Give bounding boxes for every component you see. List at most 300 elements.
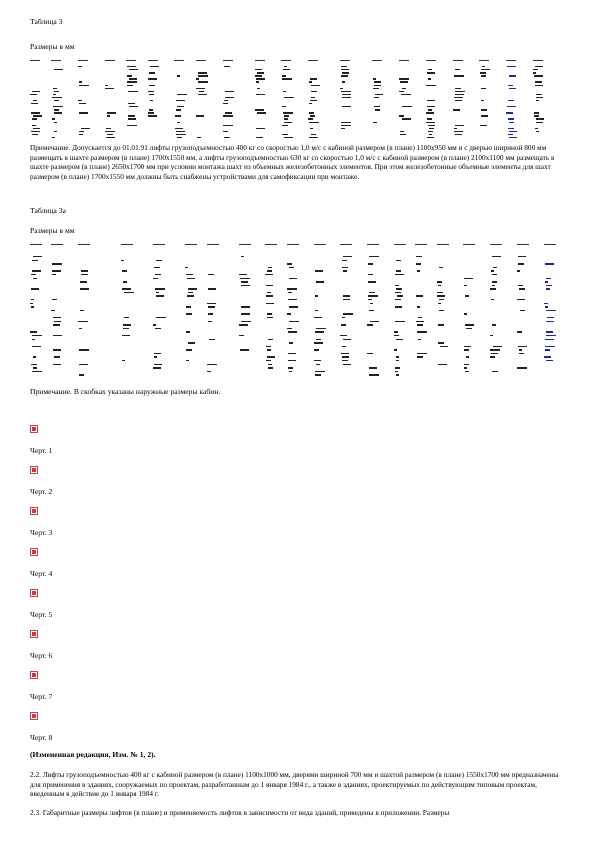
- table-cell: [33, 356, 36, 357]
- table-cell: [239, 274, 247, 275]
- table-cell: [309, 137, 318, 138]
- broken-image-icon: [30, 507, 38, 515]
- table-cell: [418, 317, 422, 318]
- table-cell: [209, 339, 215, 340]
- table-header-cell: [314, 244, 326, 245]
- table-cell: [52, 137, 55, 138]
- table-header-cell: [533, 60, 543, 61]
- table-cell: [535, 128, 538, 129]
- table-cell: [374, 97, 379, 98]
- table-cell: [105, 131, 115, 132]
- table-cell: [282, 78, 292, 79]
- table-cell: [256, 81, 259, 82]
- table-cell: [533, 72, 536, 73]
- table-cell: [519, 288, 525, 289]
- table-cell: [289, 342, 293, 343]
- drawing-caption: Черт. 3: [30, 528, 53, 537]
- table-cell: [283, 69, 290, 70]
- table-cell: [54, 321, 61, 322]
- table-header-cell: [463, 244, 475, 245]
- table-cell: [395, 274, 404, 275]
- table-cell: [177, 75, 180, 76]
- table-header-cell: [223, 60, 233, 61]
- table-cell: [492, 285, 495, 286]
- table-cell: [481, 88, 486, 89]
- table-cell: [402, 88, 406, 89]
- table-cell: [370, 303, 373, 304]
- table-cell: [310, 115, 315, 116]
- table-cell: [454, 131, 463, 132]
- table-cell: [490, 288, 496, 289]
- table-cell: [418, 339, 421, 340]
- table-header-cell: [121, 244, 133, 245]
- table-cell: [455, 134, 462, 135]
- table-cell: [224, 100, 228, 101]
- table-cell: [417, 353, 427, 354]
- table-cell: [149, 72, 155, 73]
- table-cell: [341, 125, 351, 126]
- table-cell: [340, 88, 343, 89]
- table-cell: [188, 342, 195, 343]
- table-cell: [287, 263, 292, 264]
- table-cell: [508, 85, 513, 86]
- table-cell: [428, 131, 433, 132]
- table-cell: [225, 97, 234, 98]
- table-cell: [438, 324, 444, 325]
- table-3a-subtitle: Размеры в мм: [30, 226, 75, 235]
- table-cell: [129, 106, 138, 107]
- table-cell: [546, 331, 553, 332]
- table-cell: [129, 78, 137, 79]
- table-cell: [310, 78, 317, 79]
- table-cell: [52, 97, 62, 98]
- table-cell: [439, 310, 444, 311]
- table-cell: [395, 299, 401, 300]
- table-cell: [464, 367, 467, 368]
- table-3a: [30, 242, 565, 378]
- table-cell: [176, 109, 181, 110]
- table-cell: [32, 91, 40, 92]
- table-cell: [31, 112, 40, 113]
- table-cell: [187, 295, 194, 296]
- table-cell: [287, 288, 297, 289]
- table-cell: [208, 313, 213, 314]
- table-cell: [546, 288, 550, 289]
- table-cell: [33, 278, 37, 279]
- table-cell: [284, 97, 294, 98]
- table-cell: [453, 109, 460, 110]
- table-cell: [395, 321, 405, 322]
- table-cell: [438, 342, 444, 343]
- table-cell: [282, 75, 286, 76]
- table-header-cell: [207, 244, 219, 245]
- table-cell: [127, 125, 137, 126]
- table-cell: [417, 324, 423, 325]
- broken-image-icon: [30, 712, 38, 720]
- table-cell: [464, 285, 467, 286]
- table-cell: [342, 360, 348, 361]
- table-cell: [198, 75, 208, 76]
- table-cell: [454, 128, 457, 129]
- table-cell: [427, 106, 435, 107]
- table-cell: [79, 374, 84, 375]
- table-cell: [492, 274, 497, 275]
- table-cell: [342, 81, 345, 82]
- table-cell: [534, 75, 543, 76]
- table-3: [30, 58, 565, 140]
- table-cell: [367, 353, 373, 354]
- table-cell: [282, 106, 286, 107]
- table-cell: [155, 274, 161, 275]
- table-header-cell: [308, 60, 318, 61]
- table-cell: [518, 256, 526, 257]
- table-cell: [289, 267, 294, 268]
- table-header-cell: [51, 60, 61, 61]
- table-cell: [199, 91, 204, 92]
- table-cell: [105, 85, 108, 86]
- table-cell: [153, 324, 156, 325]
- table-cell: [266, 360, 271, 361]
- table-cell: [517, 270, 520, 271]
- table-cell: [32, 118, 37, 119]
- table-cell: [517, 299, 525, 300]
- table-cell: [30, 331, 37, 332]
- table-cell: [154, 356, 157, 357]
- table-cell: [177, 94, 187, 95]
- table-cell: [256, 137, 263, 138]
- table-cell: [395, 306, 402, 307]
- table-cell: [288, 353, 296, 354]
- table-cell: [517, 367, 527, 368]
- table-cell: [310, 128, 313, 129]
- table-cell: [154, 364, 162, 365]
- table-cell: [267, 317, 273, 318]
- table-cell: [369, 310, 374, 311]
- table-cell: [395, 285, 399, 286]
- table-cell: [464, 313, 467, 314]
- table-cell: [54, 122, 57, 123]
- table-cell: [394, 335, 399, 336]
- table-cell: [122, 288, 131, 289]
- table-cell: [267, 349, 271, 350]
- table-cell: [187, 278, 195, 279]
- table-cell: [241, 321, 251, 322]
- table-cell: [368, 274, 373, 275]
- table-cell: [342, 346, 346, 347]
- table-header-cell: [490, 244, 502, 245]
- table-cell: [315, 331, 324, 332]
- table-cell: [153, 367, 161, 368]
- table-cell: [53, 349, 61, 350]
- table-cell: [282, 125, 288, 126]
- table-cell: [455, 69, 460, 70]
- table-cell: [288, 299, 297, 300]
- table-3-title: Таблица 3: [30, 17, 63, 26]
- table-cell: [490, 356, 495, 357]
- table-cell: [536, 122, 543, 123]
- table-cell: [534, 112, 539, 113]
- table-cell: [289, 278, 297, 279]
- table-cell: [373, 88, 379, 89]
- table-cell: [241, 281, 248, 282]
- table-cell: [481, 115, 488, 116]
- table-header-cell: [78, 244, 90, 245]
- table-cell: [481, 100, 484, 101]
- table-cell: [105, 88, 114, 89]
- table-cell: [518, 263, 524, 264]
- table-cell: [416, 263, 421, 264]
- table-cell: [309, 103, 312, 104]
- table-cell: [342, 72, 349, 73]
- table-cell: [370, 321, 379, 322]
- table-cell: [536, 97, 543, 98]
- table-cell: [52, 299, 57, 300]
- table-cell: [257, 72, 264, 73]
- drawing-caption: Черт. 8: [30, 733, 53, 742]
- table-cell: [81, 274, 88, 275]
- table-cell: [240, 349, 249, 350]
- table-cell: [52, 263, 62, 264]
- table-cell: [399, 91, 404, 92]
- table-cell: [32, 371, 42, 372]
- table-cell: [492, 371, 498, 372]
- table-cell: [427, 137, 434, 138]
- table-cell: [509, 131, 517, 132]
- table-cell: [535, 81, 542, 82]
- table-header-cell: [394, 244, 406, 245]
- table-cell: [198, 81, 208, 82]
- table-cell: [78, 66, 82, 67]
- table-cell: [490, 335, 493, 336]
- table-cell: [544, 303, 548, 304]
- table-cell: [127, 85, 133, 86]
- table-cell: [32, 339, 35, 340]
- table-cell: [80, 281, 87, 282]
- table-cell: [223, 125, 233, 126]
- table-header-cell: [105, 60, 115, 61]
- table-cell: [437, 295, 445, 296]
- table-cell: [288, 367, 293, 368]
- broken-image-icon: [30, 589, 38, 597]
- table-cell: [255, 69, 262, 70]
- table-cell: [156, 295, 164, 296]
- table-cell: [124, 292, 134, 293]
- table-cell: [79, 134, 83, 135]
- table-header-cell: [255, 60, 265, 61]
- table-cell: [266, 303, 274, 304]
- table-cell: [401, 94, 411, 95]
- table-header-cell: [517, 244, 529, 245]
- table-cell: [343, 313, 353, 314]
- table-cell: [545, 349, 550, 350]
- table-cell: [520, 310, 525, 311]
- table-cell: [186, 274, 193, 275]
- table-cell: [54, 112, 62, 113]
- table-cell: [288, 360, 296, 361]
- table-cell: [149, 85, 155, 86]
- table-cell: [79, 85, 89, 86]
- table-header-cell: [479, 60, 489, 61]
- table-cell: [396, 288, 402, 289]
- table-cell: [438, 303, 441, 304]
- table-header-cell: [367, 244, 379, 245]
- table-cell: [546, 285, 552, 286]
- table-cell: [53, 335, 62, 336]
- table-cell: [396, 270, 401, 271]
- table-cell: [466, 328, 472, 329]
- table-cell: [107, 112, 116, 113]
- table-cell: [188, 292, 193, 293]
- table-header-cell: [126, 60, 136, 61]
- table-cell: [545, 339, 554, 340]
- broken-image-icon: [30, 548, 38, 556]
- table-cell: [375, 94, 383, 95]
- table-cell: [547, 317, 554, 318]
- table-cell: [309, 122, 319, 123]
- table-cell: [284, 115, 289, 116]
- table-cell: [518, 346, 527, 347]
- table-cell: [239, 324, 248, 325]
- table-cell: [175, 115, 181, 116]
- table-cell: [395, 292, 401, 293]
- table-cell: [31, 274, 36, 275]
- table-cell: [369, 374, 379, 375]
- table-cell: [255, 109, 264, 110]
- table-cell: [284, 118, 288, 119]
- table-cell: [52, 118, 55, 119]
- table-cell: [256, 94, 265, 95]
- table-cell: [188, 288, 197, 289]
- revision-note: (Измененная редакция, Изм. № 1, 2).: [30, 750, 156, 759]
- table-cell: [127, 81, 137, 82]
- table-cell: [53, 324, 60, 325]
- table-cell: [223, 103, 228, 104]
- table-cell: [176, 100, 185, 101]
- table-cell: [198, 94, 207, 95]
- table-cell: [176, 131, 185, 132]
- table-cell: [149, 94, 154, 95]
- table-cell: [315, 295, 318, 296]
- table-cell: [257, 112, 266, 113]
- table-cell: [507, 106, 516, 107]
- table-cell: [374, 106, 380, 107]
- table-cell: [455, 91, 465, 92]
- table-cell: [368, 295, 378, 296]
- table-cell: [342, 267, 348, 268]
- table-cell: [455, 94, 464, 95]
- table-cell: [287, 328, 292, 329]
- table-cell: [33, 367, 37, 368]
- table-cell: [400, 131, 404, 132]
- table-cell: [32, 335, 42, 336]
- table-header-cell: [340, 244, 352, 245]
- table-cell: [186, 349, 192, 350]
- table-cell: [54, 69, 63, 70]
- table-header-cell: [148, 60, 158, 61]
- table-cell: [428, 109, 432, 110]
- table-cell: [492, 324, 496, 325]
- table-cell: [79, 349, 89, 350]
- table-cell: [368, 263, 373, 264]
- table-cell: [266, 295, 273, 296]
- table-cell: [241, 256, 244, 257]
- table-cell: [185, 267, 188, 268]
- table-cell: [509, 122, 514, 123]
- table-header-cell: [185, 244, 197, 245]
- table-cell: [31, 364, 37, 365]
- table-cell: [123, 328, 129, 329]
- table-cell: [177, 122, 180, 123]
- table-cell: [154, 353, 161, 354]
- table-cell: [369, 292, 375, 293]
- table-cell: [427, 118, 432, 119]
- table-header-cell: [196, 60, 206, 61]
- table-cell: [342, 94, 351, 95]
- table-cell: [545, 263, 554, 264]
- drawing-caption: Черт. 7: [30, 692, 53, 701]
- table-cell: [176, 134, 186, 135]
- table-cell: [52, 270, 61, 271]
- drawing-caption: Черт. 6: [30, 651, 53, 660]
- table-cell: [465, 324, 474, 325]
- table-header-cell: [372, 60, 382, 61]
- table-cell: [316, 281, 324, 282]
- table-cell: [492, 256, 501, 257]
- table-cell: [373, 78, 376, 79]
- table-cell: [545, 281, 548, 282]
- table-cell: [427, 100, 435, 101]
- table-cell: [107, 134, 113, 135]
- table-3a-note: Примечание. В скобках указаны наружные размеры кабин.: [30, 387, 221, 396]
- table-3-note: Примечание. Допускается до 01.01.91 лифты грузоподъемностью 400 кг со скоростью 1,0 м/с с кабиной размером (в плане) 1100х950 мм и с дверью шириной 800 мм размещать в шахте размером (в плане) 1700х1550 мм, а лифты грузоподъемностью 630 кг со скоростью 1,0 м/с с кабиной размером (в плане) 2100х1100 мм размещать в шахте размером (в плане) 2650х1700 мм при условии монтажа шахт из объемных железобетонных элементов. При этом железобетонные объемные элементы для шахт размером (в плане) 1700х1550 мм должны быть снабжены устройствами для самофиксации при монтаже.: [30, 143, 555, 181]
- table-cell: [311, 97, 315, 98]
- table-cell: [156, 292, 159, 293]
- table-cell: [33, 128, 40, 129]
- table-cell: [519, 349, 522, 350]
- table-cell: [417, 356, 423, 357]
- table-header-cell: [340, 60, 350, 61]
- table-cell: [315, 374, 321, 375]
- drawing-caption: Черт. 5: [30, 610, 53, 619]
- table-cell: [288, 331, 297, 332]
- table-cell: [536, 100, 539, 101]
- table-cell: [454, 75, 464, 76]
- table-cell: [342, 317, 345, 318]
- table-cell: [198, 72, 207, 73]
- table-cell: [53, 364, 61, 365]
- table-cell: [533, 69, 538, 70]
- table-cell: [492, 281, 497, 282]
- table-cell: [284, 137, 293, 138]
- table-cell: [309, 81, 312, 82]
- table-header-cell: [51, 244, 63, 245]
- table-cell: [309, 112, 314, 113]
- table-cell: [186, 331, 190, 332]
- table-cell: [343, 256, 352, 257]
- table-cell: [342, 106, 351, 107]
- table-cell: [375, 109, 380, 110]
- table-cell: [31, 131, 40, 132]
- table-cell: [308, 118, 313, 119]
- table-cell: [508, 100, 514, 101]
- table-cell: [426, 122, 435, 123]
- table-cell: [53, 88, 57, 89]
- table-cell: [399, 78, 409, 79]
- table-cell: [402, 118, 411, 119]
- table-cell: [268, 364, 272, 365]
- table-cell: [30, 94, 37, 95]
- table-cell: [455, 125, 464, 126]
